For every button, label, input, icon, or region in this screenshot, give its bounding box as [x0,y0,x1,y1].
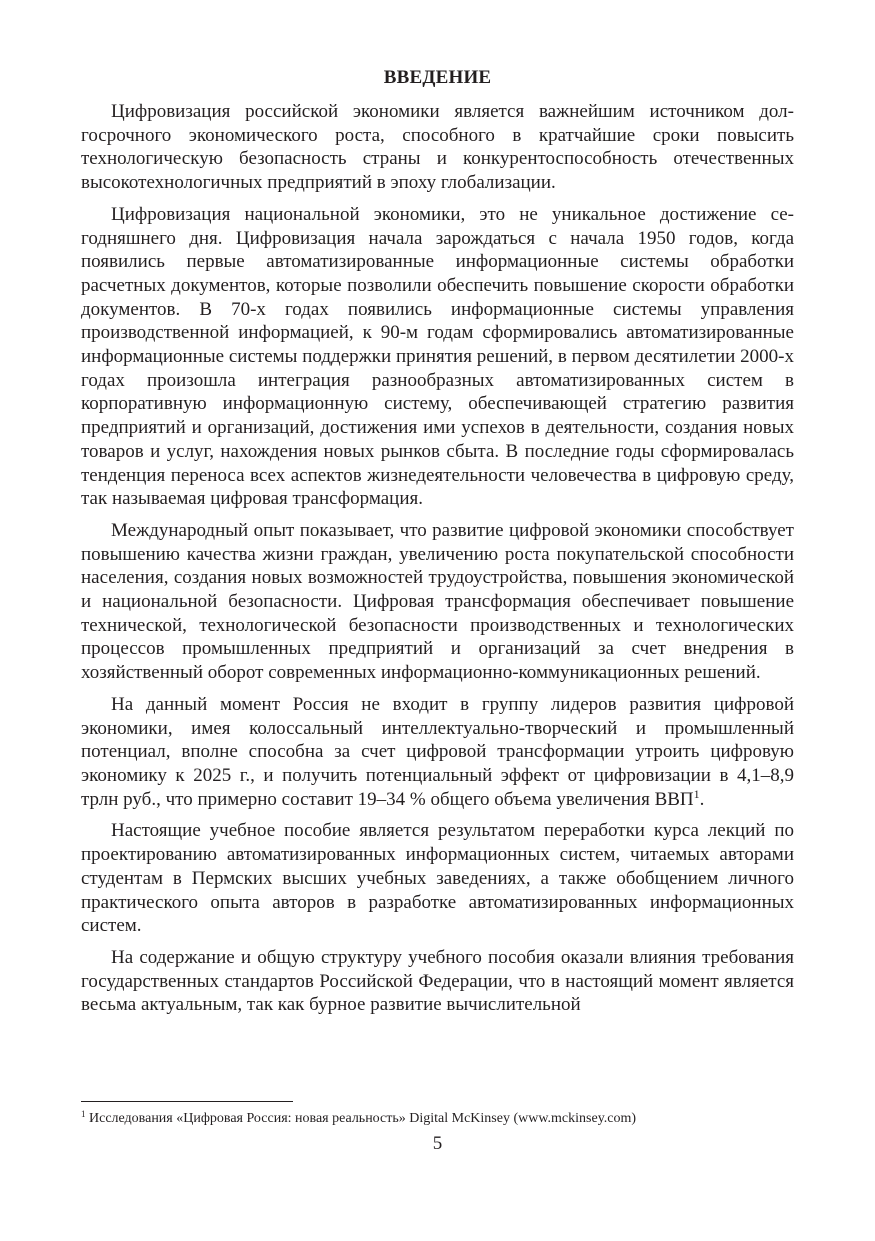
paragraph-6: На содержание и общую структуру учебного пособия оказали влияния требования государственных стандартов Российской Федерации, что в настоящий момент является весьма актуальным, так как бурное развитие вычислительной [81,946,794,1016]
footnote-marker: 1 [81,1109,86,1119]
paragraph-5: Настоящие учебное пособие является результатом переработки курса лекций по проектированию автоматизированных информационных систем, читаемых авторами студентам в Пермских высших учебных заведениях, а также обобщением личного практического опыта авторов в разработке автоматизированных информационных систем. [81,820,794,937]
paragraph-4-tail: . [699,788,705,810]
paragraph-4 [81,693,794,812]
footnote-text: Исследования «Цифровая Россия: новая реальность» Digital McKinsey (www.mckinsey.com) [85,1111,637,1126]
paragraph-3: Международный опыт показывает, что развитие цифровой экономики способствует повышению качества жизни граждан, увеличению роста покупательской способности населения, создания новых возможностей трудоустройства, повышения экономической и национальной безопасности. Цифровая трансформация обеспечивает повышение технической, технологической безопасности производственных и технологических процессов промышленных предприятий и организаций за счет внедрения в хозяйственный оборот современных информационно-коммуникационных решений. [81,519,794,684]
footnote [81,1110,794,1128]
footnote-reference: 1 [693,786,700,801]
paragraph-1: Цифровизация российской экономики является важнейшим источником долгосрочного экономического роста, способного в кратчайшие сроки повысить технологическую безопасность страны и конкурентоспособность отечественных высокотехнологичных предприятий в эпоху глобализации. [81,101,794,194]
body-text [81,100,794,1025]
page-title: ВВЕДЕНИЕ [383,67,492,88]
footnote-divider [81,1101,293,1102]
page-number: 5 [432,1133,443,1154]
paragraph-2: Цифровизация национальной экономики, это не уникальное достижение сегодняшнего дня. Цифровизация начала зарождаться с начала 1950 годов, когда появились первые автоматизированные информационные системы обработки расчетных документов, которые позволили обеспечить повышение скорости обработки документов. В 70-х годах появились информационные системы управления производственной информацией, к 90-м годам сформировались автоматизированные информационные системы поддержки принятия решений, в первом десятилетии 2000-х годах произошла интеграция разнообразных автоматизированных систем в корпоративную информационную систему, обеспечивающей стратегию развития предприятий и организаций, достижения ими успехов в деятельности, создания новых товаров и услуг, нахождения новых рынков сбыта. В последние годы сформировалась тенденция переноса всех аспектов жизнедеятельности человечества в цифровую среду, так называемая цифровая трансформация. [81,203,794,510]
paragraph-4-text: На данный момент Россия не входит в группу лидеров развития цифровой экономики, имея колоссальный интеллектуально-творческий и промышленный потенциал, вполне способна за счет цифровой трансформации утроить цифровую экономику к 2025 г., и получить потенциальный эффект от цифровизации в 4,1–8,9 трлн руб., что примерно составит 19–34 % общего объема увеличения ВВП [81,693,794,810]
